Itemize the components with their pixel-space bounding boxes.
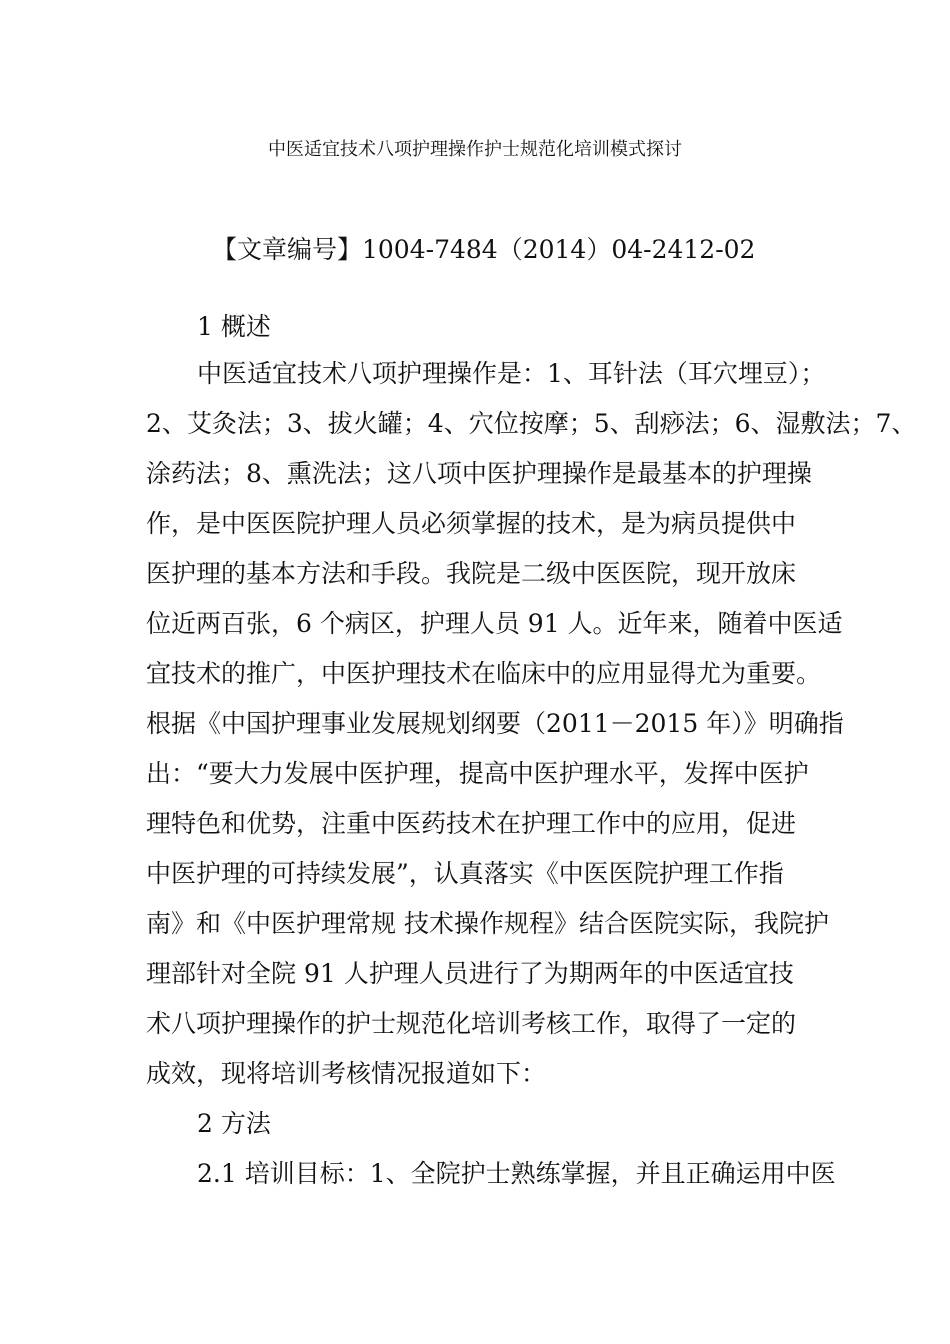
paragraph-line: 术八项护理操作的护士规范化培训考核工作，取得了一定的: [146, 1009, 797, 1038]
paragraph-line: 成效，现将培训考核情况报道如下：: [146, 1059, 547, 1088]
paragraph-line: 位近两百张，6 个病区，护理人员 91 人。近年来，随着中医适: [146, 609, 843, 638]
paragraph-line: 宜技术的推广，中医护理技术在临床中的应用显得尤为重要。: [146, 659, 822, 688]
paragraph-line: 中医护理的可持续发展”，认真落实《中医医院护理工作指: [146, 859, 784, 888]
paragraph-line: 根据《中国护理事业发展规划纲要（2011－2015 年）》明确指: [146, 709, 844, 738]
paragraph-line: 出：“要大力发展中医护理，提高中医护理水平，发挥中医护: [146, 759, 809, 788]
paragraph-line: 理特色和优势，注重中医药技术在护理工作中的应用，促进: [146, 809, 797, 838]
paragraph-line: 南》和《中医护理常规 技术操作规程》结合医院实际，我院护: [146, 909, 829, 938]
paragraph-line: 医护理的基本方法和手段。我院是二级中医医院，现开放床: [146, 559, 797, 588]
paragraph-line: 2、艾灸法；3、拔火罐；4、穴位按摩；5、刮痧法；6、湿敷法；7、: [146, 409, 917, 438]
paragraph-line: 理部针对全院 91 人护理人员进行了为期两年的中医适宜技: [146, 959, 794, 988]
paragraph-line: 中医适宜技术八项护理操作是：1、耳针法（耳穴埋豆）；: [197, 359, 826, 388]
section-heading-method: 2 方法: [197, 1109, 271, 1138]
document-title: 中医适宜技术八项护理操作护士规范化培训模式探讨: [268, 139, 682, 160]
paragraph-line: 2.1 培训目标：1、全院护士熟练掌握，并且正确运用中医: [197, 1159, 836, 1188]
paragraph-line: 作，是中医医院护理人员必须掌握的技术，是为病员提供中: [146, 509, 797, 538]
paragraph-line: 涂药法；8、熏洗法；这八项中医护理操作是最基本的护理操: [146, 459, 812, 488]
article-number: 【文章编号】1004-7484（2014）04-2412-02: [212, 235, 756, 264]
section-heading-overview: 1 概述: [197, 312, 271, 341]
